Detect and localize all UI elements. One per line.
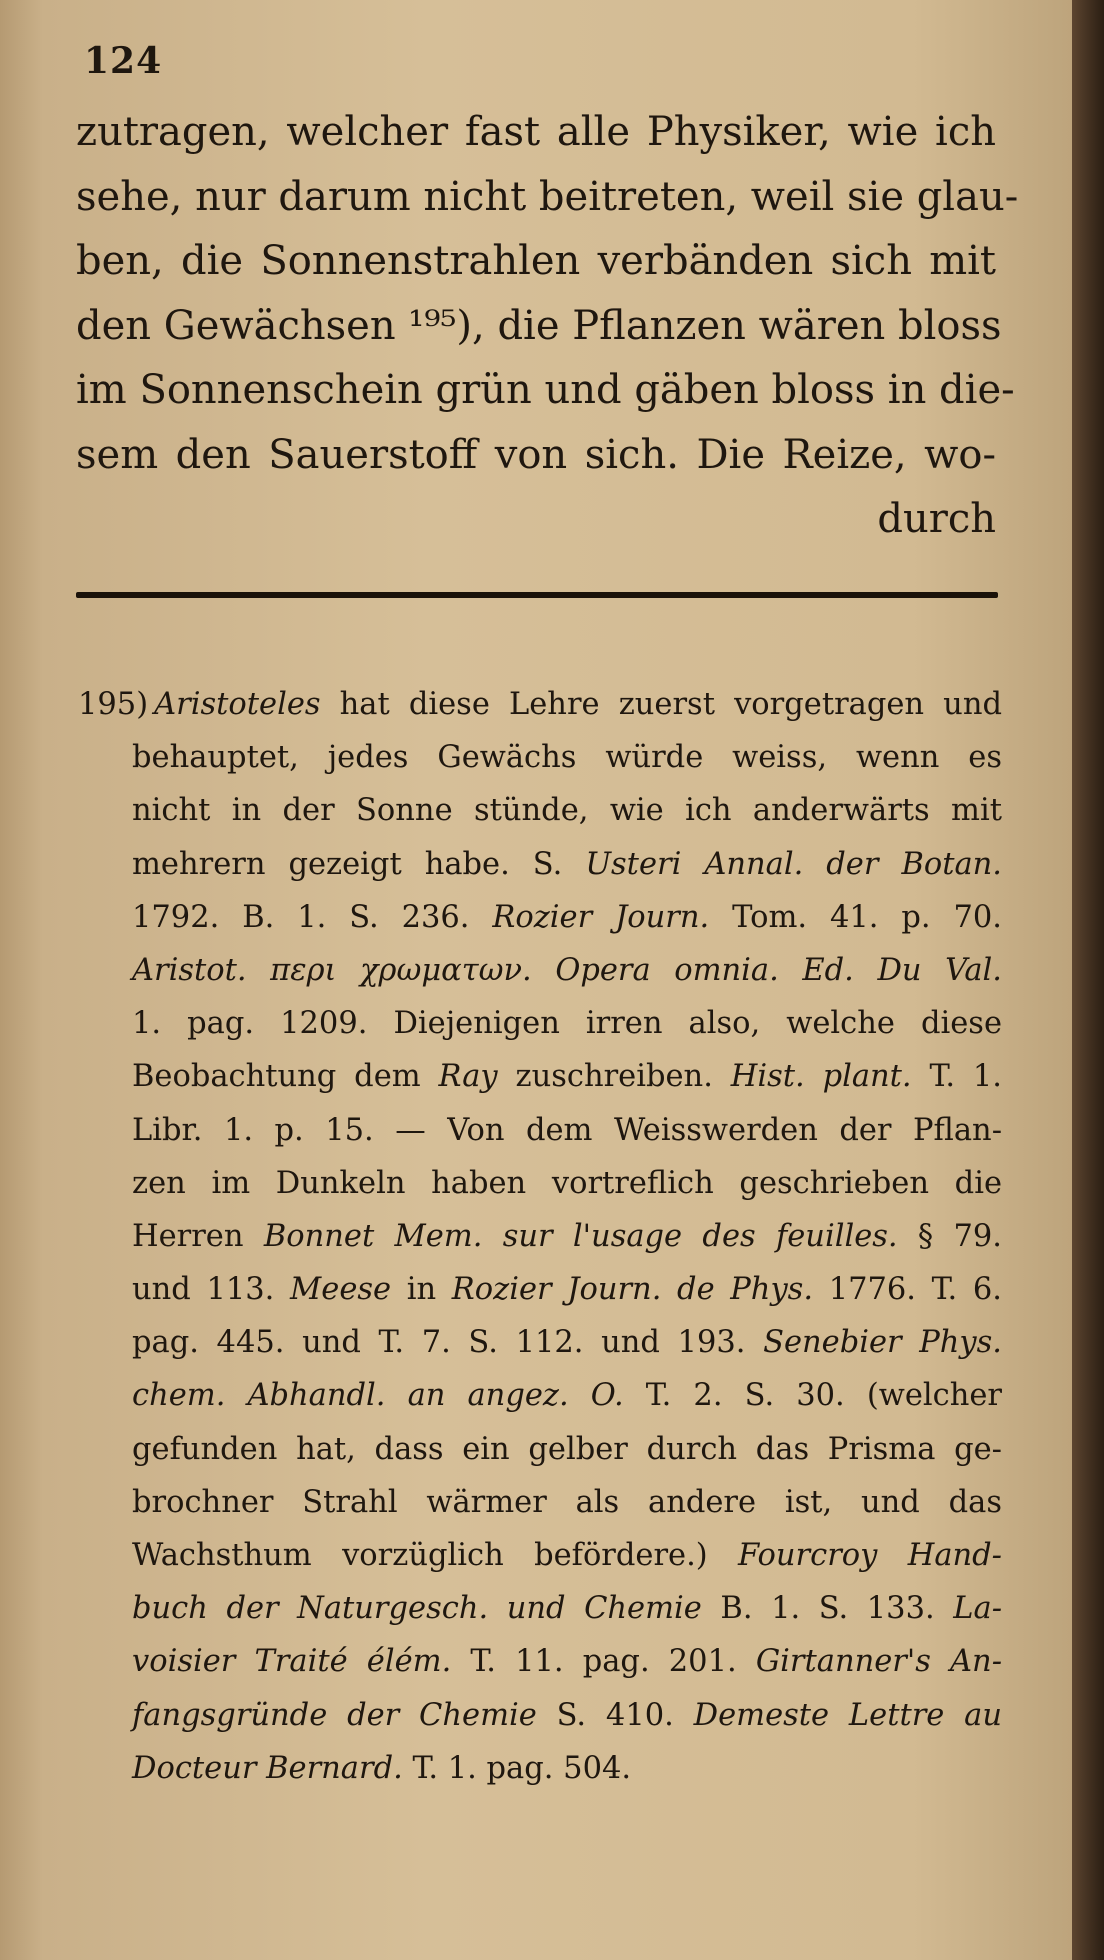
footnote-citation: Usteri Annal. der Botan.	[585, 846, 1002, 882]
footnote-citation: Rozier Journ.	[492, 899, 710, 935]
footnote-line	[78, 1476, 1002, 1529]
footnote-line	[78, 1742, 1002, 1795]
footnote-citation: fangsgründe der Chemie	[132, 1697, 537, 1733]
footnote-citation: Girtanner's An-	[755, 1644, 1003, 1680]
footnote-text: Beobachtung dem	[132, 1059, 439, 1095]
footnote-text: nicht in der Sonne stünde, wie ich anderwärts mit	[132, 793, 1002, 829]
footnote-text: T. 1.	[911, 1059, 1002, 1095]
footnote-citation: Aristot. περι χρωματων. Opera omnia. Ed. Du Val.	[132, 952, 1002, 988]
footnote-text: brochner Strahl wärmer als andere ist, und das	[132, 1484, 1002, 1520]
footnote-line	[78, 838, 1002, 891]
footnote-marker: 195)	[78, 687, 149, 722]
footnote-line	[78, 784, 1002, 837]
footnote-citation: chem. Abhandl. an angez. O.	[132, 1378, 624, 1414]
footnote-citation: Bonnet Mem. sur l'usage des feuilles.	[263, 1218, 898, 1254]
footnote-line	[78, 1689, 1002, 1742]
footnote-text: T. 1. pag. 504.	[402, 1750, 632, 1786]
footnote-citation: Demeste Lettre au	[693, 1697, 1002, 1733]
footnote-text: 1792. B. 1. S. 236.	[132, 899, 493, 935]
footnote-text: S. 410.	[536, 1697, 694, 1733]
footnote-line	[78, 1050, 1002, 1103]
footnote-text: hat diese Lehre zuerst vorgetragen und	[320, 687, 1002, 722]
footnote-citation: voisier Traité élém.	[132, 1644, 452, 1680]
footnote-text: mehrern gezeigt habe. S.	[132, 846, 586, 882]
footnote-line	[78, 1369, 1002, 1422]
footnote-citation: Docteur Bernard.	[132, 1750, 403, 1786]
text-line: sehe, nur darum nicht beitreten, weil sie glau-	[76, 173, 1019, 220]
footnote-text: B. 1. S. 133.	[701, 1591, 954, 1627]
footnote-text: in	[391, 1272, 452, 1308]
footnote-line	[78, 678, 1002, 731]
footnote-line	[78, 944, 1002, 997]
footnote-citation: Aristoteles	[154, 687, 321, 722]
text-line: zutragen, welcher fast alle Physiker, wie ich	[76, 109, 996, 155]
footnote-citation: Rozier Journ. de Phys.	[451, 1272, 814, 1308]
footnote-text: Herren	[132, 1218, 264, 1254]
footnote-text: und 113.	[132, 1272, 291, 1308]
footnote-citation: buch der Naturgesch. und Chemie	[132, 1591, 702, 1627]
footnote-citation: Senebier Phys.	[763, 1325, 1002, 1361]
footnote-text: zen im Dunkeln haben vortreflich geschrieben die	[132, 1165, 1002, 1201]
footnote-text: T. 11. pag. 201.	[451, 1644, 756, 1680]
footnote-citation: Meese	[290, 1272, 392, 1308]
text-line: den Gewächsen ¹⁹⁵), die Pflanzen wären bloss	[76, 302, 1002, 349]
footnote-text: pag. 445. und T. 7. S. 112. und 193.	[132, 1325, 764, 1361]
footnote-line	[78, 1263, 1002, 1316]
footnote-text: zuschreiben.	[497, 1059, 731, 1095]
footnote-line	[78, 1423, 1002, 1476]
footnote-line	[78, 891, 1002, 944]
footnote-text: T. 2. S. 30. (welcher	[623, 1378, 1002, 1414]
footnote-text: Libr. 1. p. 15. — Von dem Weisswerden der Pflan-	[132, 1112, 1002, 1148]
footnote-line	[78, 1316, 1002, 1369]
footnote-separator-rule	[76, 592, 998, 598]
footnote-text: 1776. T. 6.	[813, 1272, 1002, 1308]
footnote-line	[78, 1635, 1002, 1688]
page-number: 124	[84, 40, 163, 82]
footnote-195	[78, 678, 1002, 1795]
footnote-line	[78, 1210, 1002, 1263]
text-line: sem den Sauerstoff von sich. Die Reize, wo-	[76, 431, 996, 478]
footnote-text: Tom. 41. p. 70.	[709, 899, 1002, 935]
footnote-citation: Fourcroy Hand-	[738, 1538, 1002, 1573]
footnote-citation: La-	[953, 1591, 1002, 1627]
footnote-line	[78, 997, 1002, 1050]
footnote-line	[78, 1529, 1002, 1582]
footnote-text: behauptet, jedes Gewächs würde weiss, wenn es	[132, 740, 1002, 776]
text-line: ben, die Sonnenstrahlen verbänden sich mit	[76, 238, 996, 284]
catchword: durch	[877, 496, 996, 542]
footnote-line	[78, 731, 1002, 784]
footnote-text: Wachsthum vorzüglich befördere.)	[132, 1538, 739, 1573]
footnote-text: gefunden hat, dass ein gelber durch das Prisma ge-	[132, 1431, 1002, 1467]
footnote-line	[78, 1157, 1002, 1210]
footnote-text: § 79.	[897, 1218, 1002, 1254]
main-text	[76, 100, 1019, 552]
footnote-line	[78, 1104, 1002, 1157]
footnote-text: 1. pag. 1209. Diejenigen irren also, welche diese	[132, 1006, 1002, 1042]
footnote-citation: Ray	[438, 1059, 498, 1095]
page-edge	[1072, 0, 1104, 1960]
footnote-line	[78, 1582, 1002, 1635]
text-line: im Sonnenschein grün und gäben bloss in die-	[76, 367, 1015, 413]
footnote-citation: Hist. plant.	[730, 1059, 912, 1095]
